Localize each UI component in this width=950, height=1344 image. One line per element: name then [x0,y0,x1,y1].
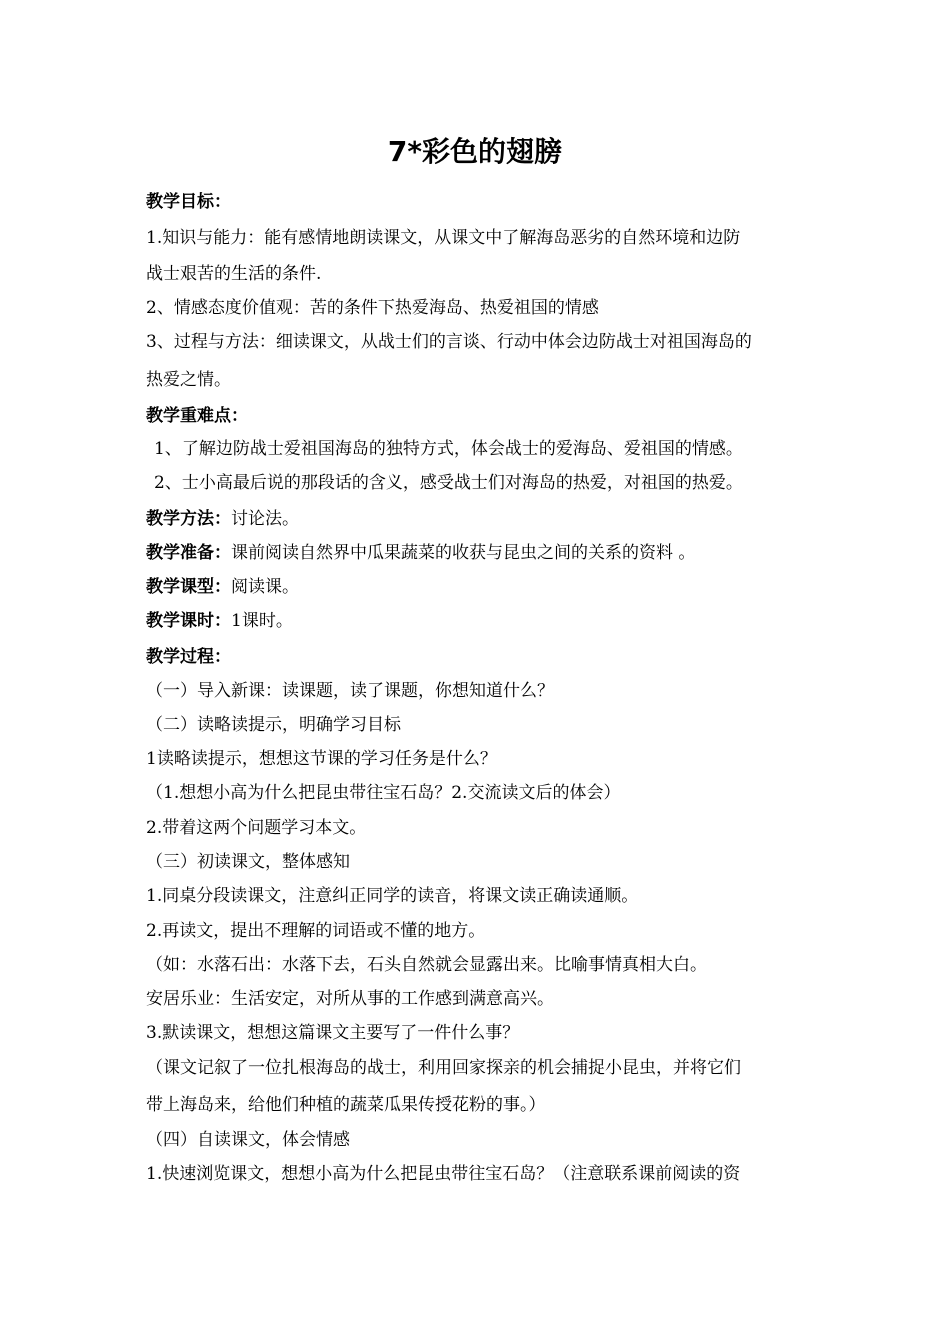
hours-value: 1课时。 [231,611,293,631]
method-label: 教学方法： [146,509,231,529]
key-heading: 教学重难点： [146,406,248,426]
prep-label: 教学准备： [146,543,231,563]
process-line-3: 1读略读提示，想想这节课的学习任务是什么？ [146,749,497,769]
process-line-7: 1.同桌分段读课文，注意纠正同学的读音，将课文读正确读通顺。 [146,886,639,906]
process-line-9: （如：水落石出：水落下去，石头自然就会显露出来。比喻事情真相大白。 [146,955,707,975]
process-line-14: （四）自读课文，体会情感 [146,1130,350,1150]
process-line-15: 1.快速浏览课文，想想小高为什么把昆虫带往宝石岛？（注意联系课前阅读的资 [146,1164,741,1184]
process-line-2: （二）读略读提示，明确学习目标 [146,715,401,735]
type-row [146,575,826,599]
process-line-13: 带上海岛来，给他们种植的蔬菜瓜果传授花粉的事。） [146,1095,546,1115]
type-label: 教学课型： [146,577,231,597]
goal-heading: 教学目标： [146,192,231,212]
process-line-8: 2.再读文，提出不理解的词语或不懂的地方。 [146,921,486,941]
process-line-6: （三）初读课文，整体感知 [146,852,350,872]
method-row [146,507,826,531]
process-line-1: （一）导入新课：读课题，读了课题，你想知道什么？ [146,681,554,701]
goal-line-1a: 1.知识与能力：能有感情地朗读课文，从课文中了解海岛恶劣的自然环境和边防 [146,228,741,248]
process-line-12: （课文记叙了一位扎根海岛的战士，利用回家探亲的机会捕捉小昆虫，并将它们 [146,1058,741,1078]
page-title: 7*彩色的翅膀 [387,135,563,168]
key-line-2: 2、士小高最后说的那段话的含义，感受战士们对海岛的热爱，对祖国的热爱。 [154,473,743,493]
goal-line-2: 2、情感态度价值观：苦的条件下热爱海岛、热爱祖国的情感 [146,298,599,318]
goal-line-3b: 热爱之情。 [146,370,231,390]
goal-line-3a: 3、过程与方法：细读课文，从战士们的言谈、行动中体会边防战士对祖国海岛的 [146,332,752,352]
method-value: 讨论法。 [231,509,299,529]
type-value: 阅读课。 [231,577,299,597]
process-line-10: 安居乐业：生活安定，对所从事的工作感到满意高兴。 [146,989,554,1009]
hours-label: 教学课时： [146,611,231,631]
process-line-4: （1.想想小高为什么把昆虫带往宝石岛？2.交流读文后的体会） [146,783,621,803]
goal-line-1b: 战士艰苦的生活的条件. [146,264,322,284]
prep-value: 课前阅读自然界中瓜果蔬菜的收获与昆虫之间的关系的资料 。 [231,543,696,563]
process-line-11: 3.默读课文，想想这篇课文主要写了一件什么事？ [146,1023,520,1043]
process-heading: 教学过程： [146,647,231,667]
key-line-1: 1、了解边防战士爱祖国海岛的独特方式，体会战士的爱海岛、爱祖国的情感。 [154,439,743,459]
prep-row [146,541,826,565]
hours-row [146,609,826,633]
process-line-5: 2.带着这两个问题学习本文。 [146,818,367,838]
